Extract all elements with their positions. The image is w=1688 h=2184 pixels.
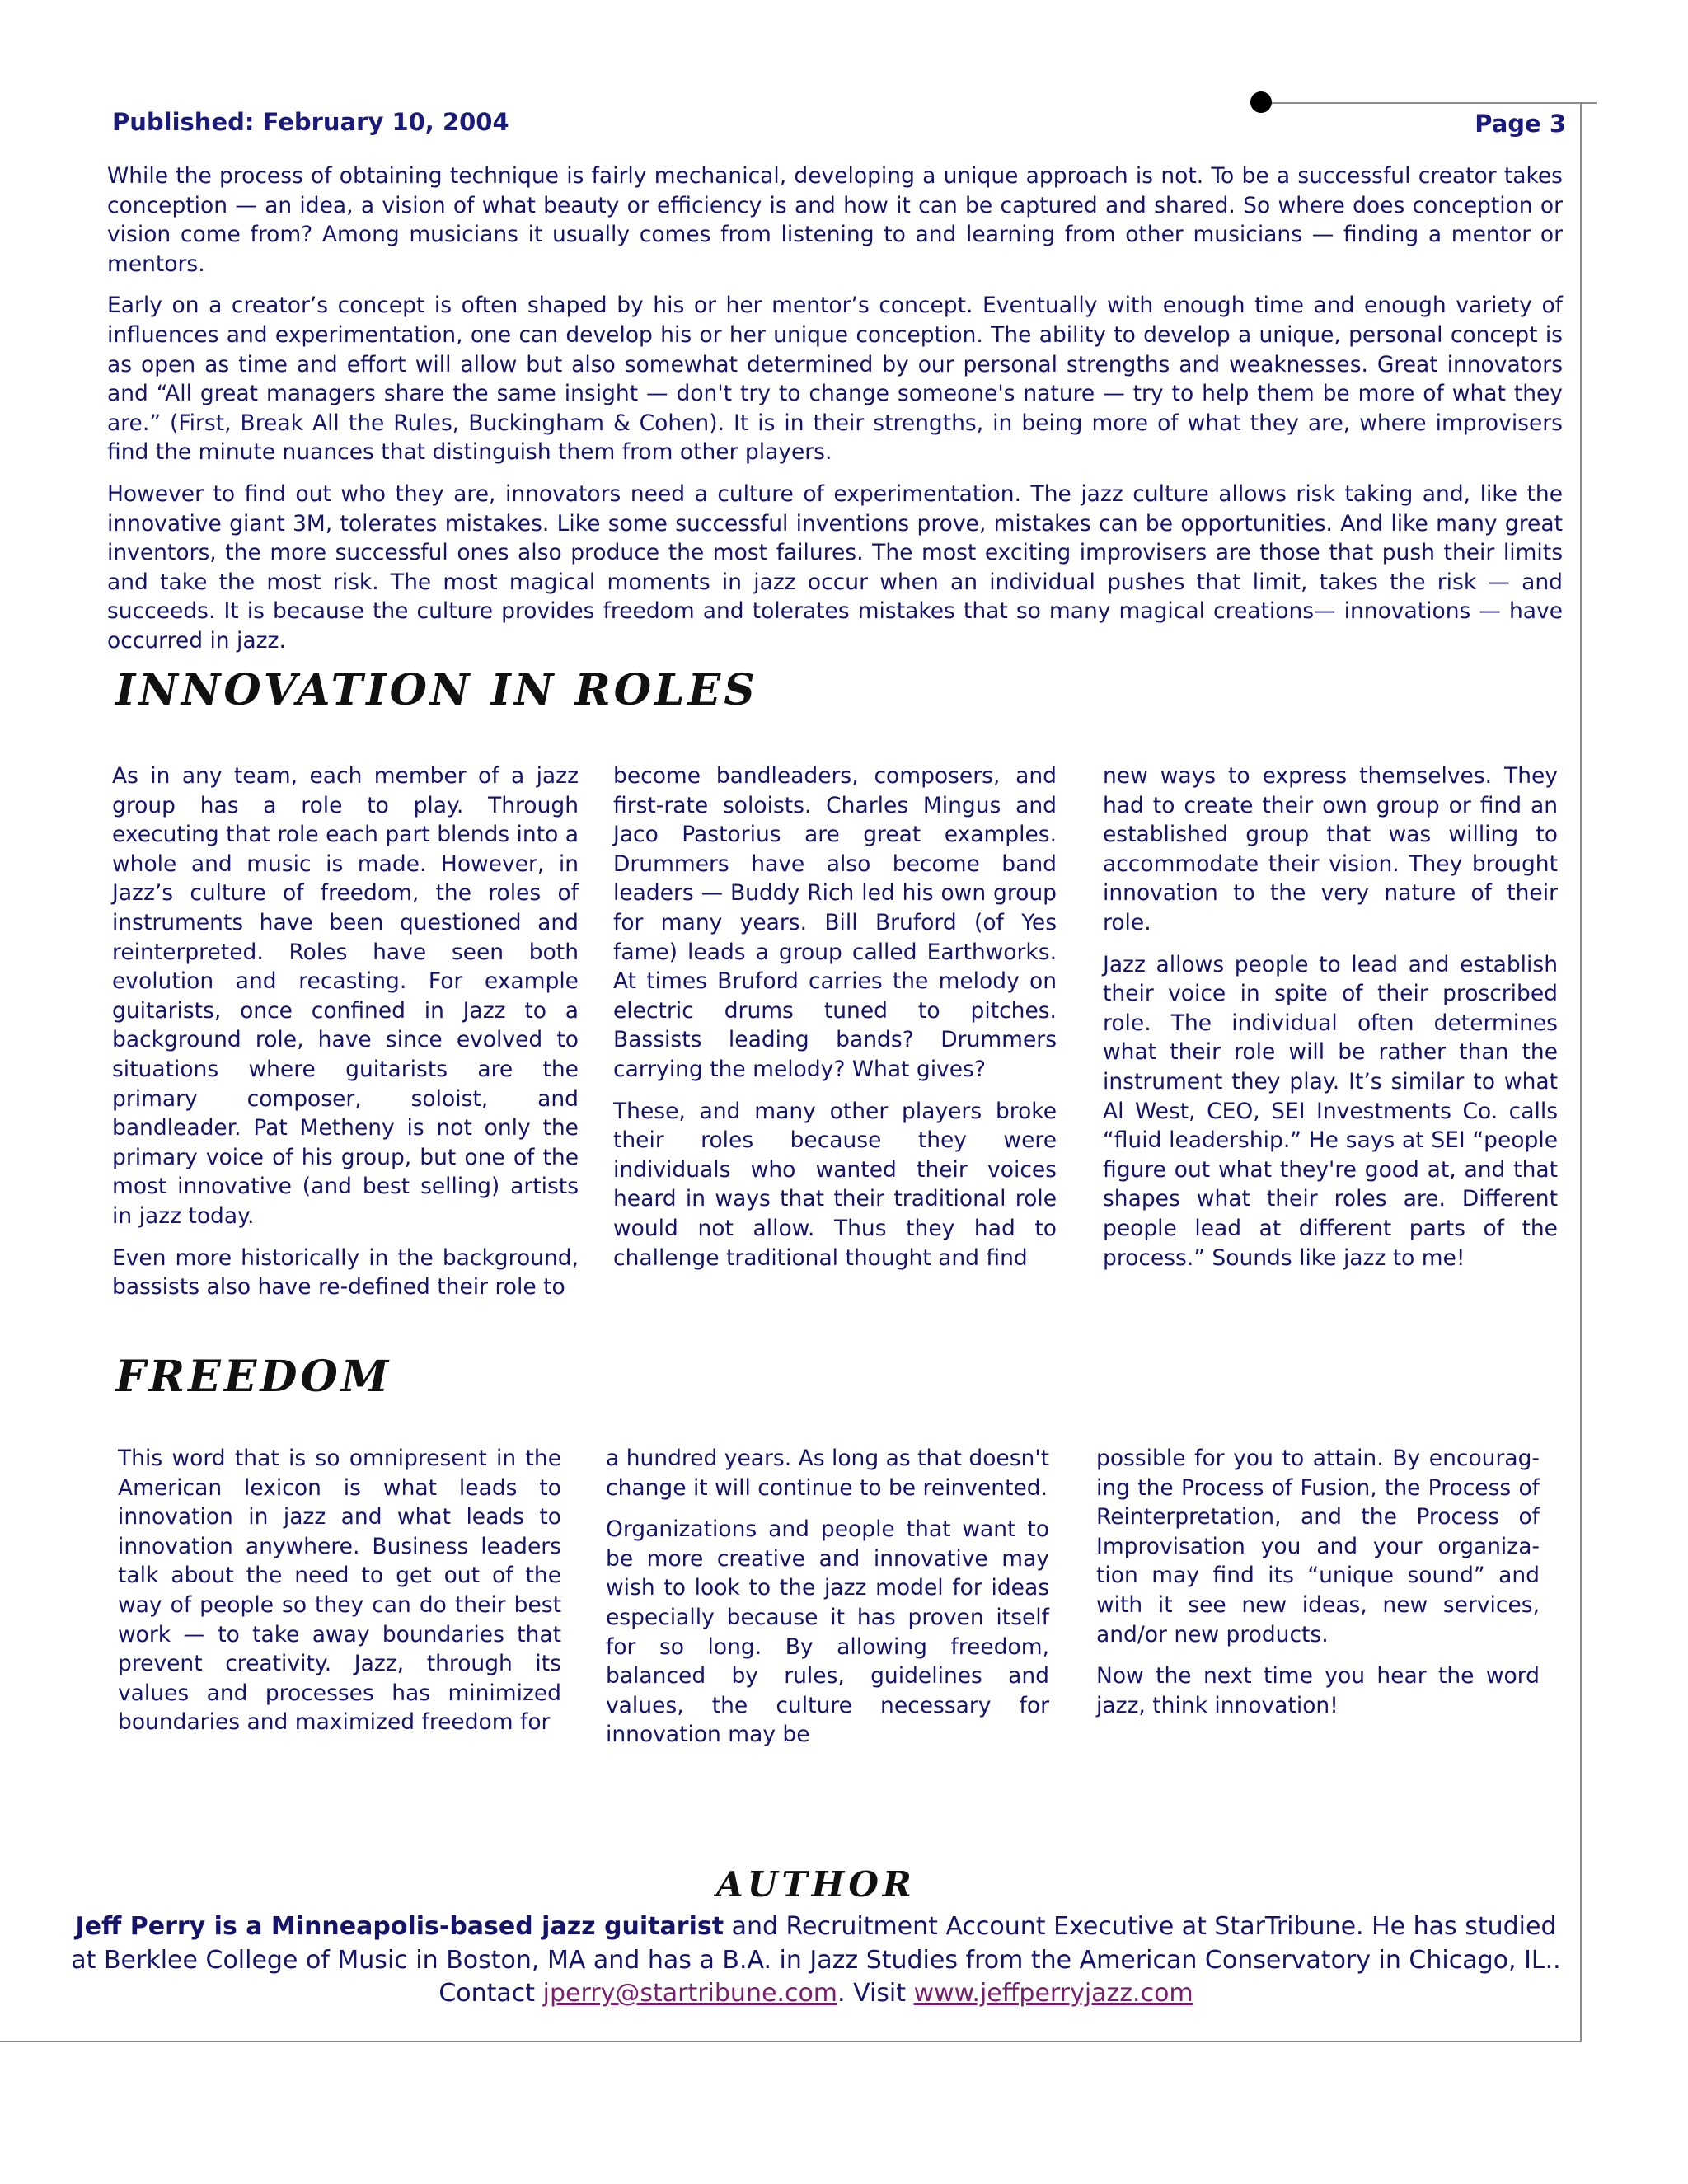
author-bio-text: and Recruitment Account Executive at StarTribune. He has studied at Berklee College of Music in Boston, MA and has a B.A. in Jazz Studies from the American Conservatory in Chicago, IL.. Contact [71,1912,1561,2008]
published-date: Published: February 10, 2004 [112,108,509,136]
page-number: Page 3 [1475,110,1566,138]
freedom-heading: FREEDOM [115,1352,392,1402]
innovation-heading: INNOVATION IN ROLES [115,665,758,715]
intro-paragraph: While the process of obtaining technique is fairly mechanical, developing a unique approach is not. To be a successful creator takes conception — an idea, a vision of what beauty or efficiency is and how it can be captured and shared. So where does conception or vision come from? Among musicians it usually comes from listening to and learning from other musicians — finding a mentor or mentors. [107,163,1563,277]
intro-paragraph: However to find out who they are, innovators need a culture of experimentation. The jazz culture allows risk taking and, like the innovative giant 3M, tolerates mistakes. Like some successful inventions prove, mistakes can be opportunities. And like many great inventors, the more successful ones also produce the most failures. The most exciting improvisers are those that push their limits and take the most risk. The most magical moments in jazz occur when an individual pushes that limit, takes the risk — and succeeds. It is because the culture provides freedom and tolerates mistakes that so many magical creations— innovations — have occurred in jazz. [107,480,1563,654]
author-lead: Jeff Perry is a Minneapolis-based jazz guitarist [75,1912,724,1941]
innovation-column-2 [613,762,1057,1285]
frame-bottom-rule [0,2041,1582,2042]
freedom-column-2 [606,1444,1049,1762]
frame-corner-dot [1250,91,1272,113]
body-paragraph: become bandleaders, composers, and first-rate soloists. Charles Mingus and Jaco Pastorius are great examples. Drummers have also become band leaders — Buddy Rich led his own group for many years. Bill Bruford (of Yes fame) leads a group called Earthworks. At times Bruford carries the melody on electric drums tuned to pitches. Bassists leading bands? Drummers carrying the melody? What gives? [613,763,1057,1082]
author-bio [66,1910,1566,2011]
intro-paragraph: Early on a creator’s concept is often shaped by his or her mentor’s concept. Eventually with enough time and enough variety of influences and experimentation, one can develop his or her unique conception. The ability to develop a unique, personal concept is as open as time and effort will allow but also somewhat determined by our personal strengths and weaknesses. Great innovators and “All great managers share the same insight — don't try to change someone's nature — try to help them be more of what they are.” (First, Break All the Rules, Buckingham & Cohen). It is in their strengths, in being more of what they are, where improvisers find the minute nuances that distinguish them from other players. [107,293,1563,466]
freedom-column-1 [118,1444,561,1750]
frame-top-rule [1261,102,1597,104]
body-paragraph: a hundred years. As long as that doesn't change it will continue to be reinvented. [606,1446,1049,1501]
body-paragraph: As in any team, each member of a jazz group has a role to play. Through executing that role each part blends into a whole and music is made. However, in Jazz’s culture of freedom, the roles of instruments have been questioned and reinterpreted. Roles have seen both evolution and recasting. For example guitarists, once confined in Jazz to a background role, have since evolved to situations where guitarists are the primary composer, soloist, and bandleader. Pat Metheny is not only the primary voice of his group, but one of the most innovative (and best selling) artists in jazz today. [112,763,579,1229]
intro-section [107,162,1563,668]
body-paragraph: These, and many other players broke their roles because they were individuals who wanted their voices heard in ways that their traditional role would not allow. Thus they had to challenge traditional thought and find [613,1098,1057,1271]
body-paragraph: Now the next time you hear the word jazz, think innovation! [1096,1663,1540,1718]
body-paragraph: Jazz allows people to lead and establish their voice in spite of their proscribed role. The individual often determines what their role will be rather than the instrument they play. It’s similar to what Al West, CEO, SEI Investments Co. calls “fluid leadership.” He says at SEI “people figure out what they're good at, and that shapes what their roles are. Different people lead at different parts of the process.” Sounds like jazz to me! [1103,951,1558,1271]
body-paragraph: Organizations and people that want to be more creative and innovative may wish to look to the jazz model for ideas especially because it has proven itself for so long. By allowing freedom, balanced by rules, guidelines and values, the culture necessary for innovation may be [606,1516,1049,1748]
author-email-link[interactable]: jperry@startribune.com [542,1979,838,2008]
author-visit-text: . Visit [837,1979,914,2008]
author-heading: AUTHOR [716,1864,916,1905]
body-paragraph: possible for you to attain. By encourag-ing the Process of Fusion, the Process of Reinterpretation, and the Process of Improvisation you and your organiza-tion may find its “unique sound” and with it see new ideas, new services, and/or new products. [1096,1446,1540,1647]
frame-right-rule [1580,102,1582,2041]
freedom-column-3 [1096,1444,1540,1732]
innovation-column-3 [1103,762,1558,1285]
body-paragraph: new ways to express themselves. They had to create their own group or find an established group that was willing to accommodate their vision. They brought innovation to the very nature of their role. [1103,763,1558,935]
body-paragraph: This word that is so omnipresent in the American lexicon is what leads to innovation in jazz and what leads to innovation anywhere. Business leaders talk about the need to get out of the way of people so they can do their best work — to take away boundaries that prevent creativity. Jazz, through its values and processes has minimized boundaries and maximized freedom for [118,1446,561,1736]
innovation-column-1 [112,762,579,1315]
body-paragraph: Even more historically in the background, bassists also have re-defined their role to [112,1244,579,1301]
author-website-link[interactable]: www.jeffperryjazz.com [913,1979,1193,2008]
